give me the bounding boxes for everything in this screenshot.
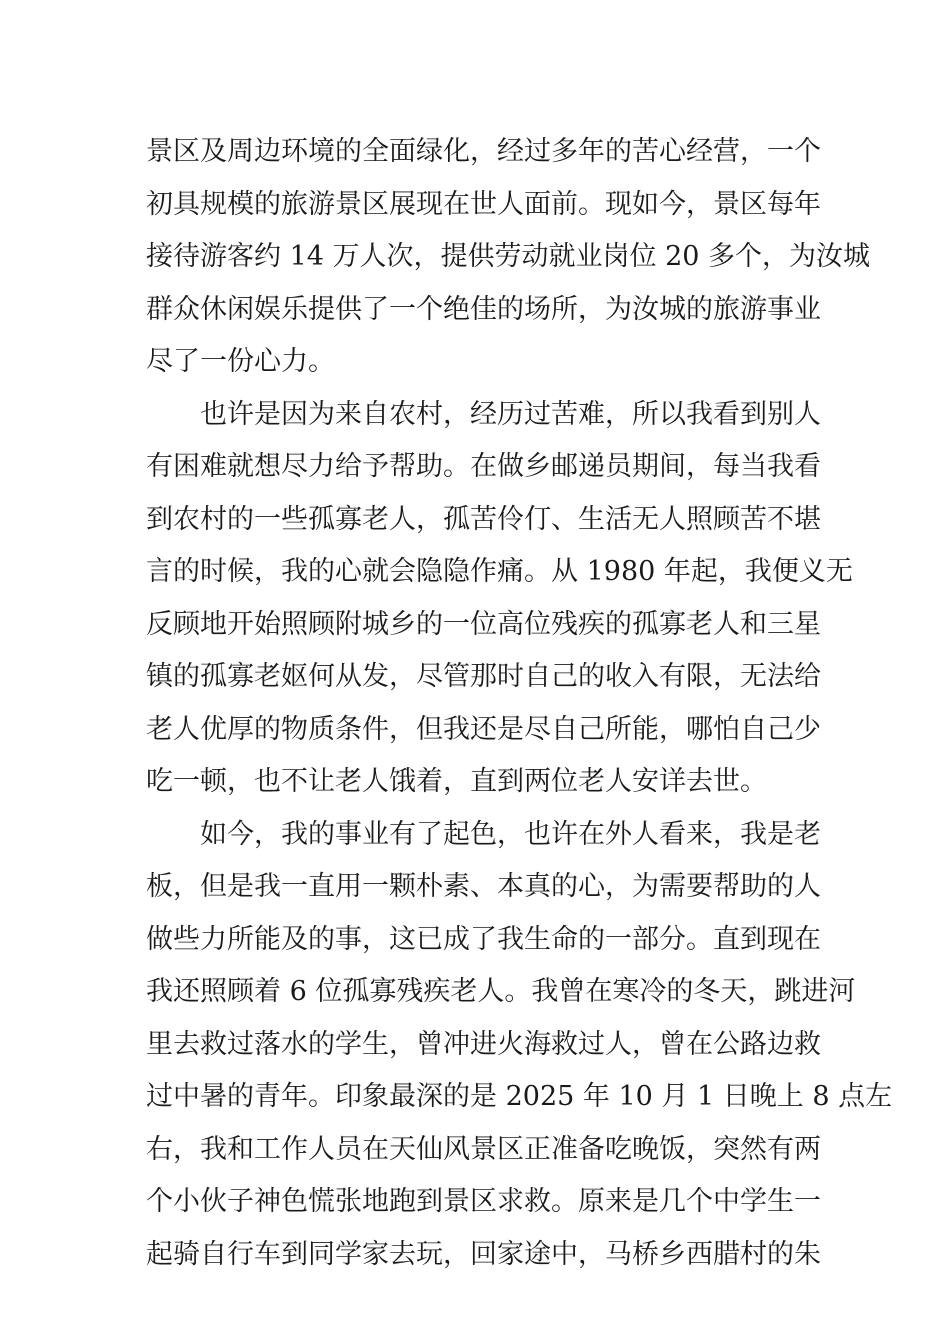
text-line: 老人优厚的物质条件，但我还是尽自己所能，哪怕自己少 [146, 713, 821, 745]
text-line: 过中暑的青年。印象最深的是 2025 年 10 月 1 日晚上 8 点左 [146, 1081, 893, 1112]
body-text [146, 126, 893, 1281]
text-line: 右，我和工作人员在天仙风景区正准备吃晚饭，突然有两 [146, 1133, 821, 1165]
text-line: 接待游客约 14 万人次，提供劳动就业岗位 20 多个，为汝城 [146, 241, 871, 272]
text-line: 言的时候，我的心就会隐隐作痛。从 1980 年起，我便义无 [146, 556, 853, 587]
text-line: 如今，我的事业有了起色，也许在外人看来，我是老 [200, 818, 821, 850]
text-line: 尽了一份心力。 [146, 346, 335, 377]
text-line: 我还照顾着 6 位孤寡残疾老人。我曾在寒冷的冬天，跳进河 [146, 976, 856, 1007]
text-line: 起骑自行车到同学家去玩，回家途中，马桥乡西腊村的朱 [146, 1238, 821, 1270]
text-line: 也许是因为来自农村，经历过苦难，所以我看到别人 [200, 398, 821, 430]
text-line: 群众休闲娱乐提供了一个绝佳的场所，为汝城的旅游事业 [146, 293, 821, 325]
text-line: 景区及周边环境的全面绿化，经过多年的苦心经营，一个 [146, 136, 821, 167]
text-line: 里去救过落水的学生，曾冲进火海救过人，曾在公路边救 [146, 1028, 821, 1060]
text-line: 做些力所能及的事，这已成了我生命的一部分。直到现在 [146, 923, 821, 955]
text-line: 吃一顿，也不让老人饿着，直到两位老人安详去世。 [146, 766, 767, 797]
paragraph-2 [146, 389, 853, 809]
text-line: 镇的孤寡老妪何从发，尽管那时自己的收入有限，无法给 [146, 661, 821, 692]
paragraph-1 [146, 126, 871, 389]
text-line: 个小伙子神色慌张地跑到景区求救。原来是几个中学生一 [146, 1186, 821, 1217]
text-line: 到农村的一些孤寡老人，孤苦伶仃、生活无人照顾苦不堪 [146, 503, 821, 535]
paragraph-3 [146, 809, 893, 1282]
text-line: 反顾地开始照顾附城乡的一位高位残疾的孤寡老人和三星 [146, 608, 821, 640]
text-line: 板，但是我一直用一颗朴素、本真的心，为需要帮助的人 [146, 871, 821, 902]
text-line: 有困难就想尽力给予帮助。在做乡邮递员期间，每当我看 [146, 451, 821, 482]
text-line: 初具规模的旅游景区展现在世人面前。现如今，景区每年 [146, 188, 821, 220]
